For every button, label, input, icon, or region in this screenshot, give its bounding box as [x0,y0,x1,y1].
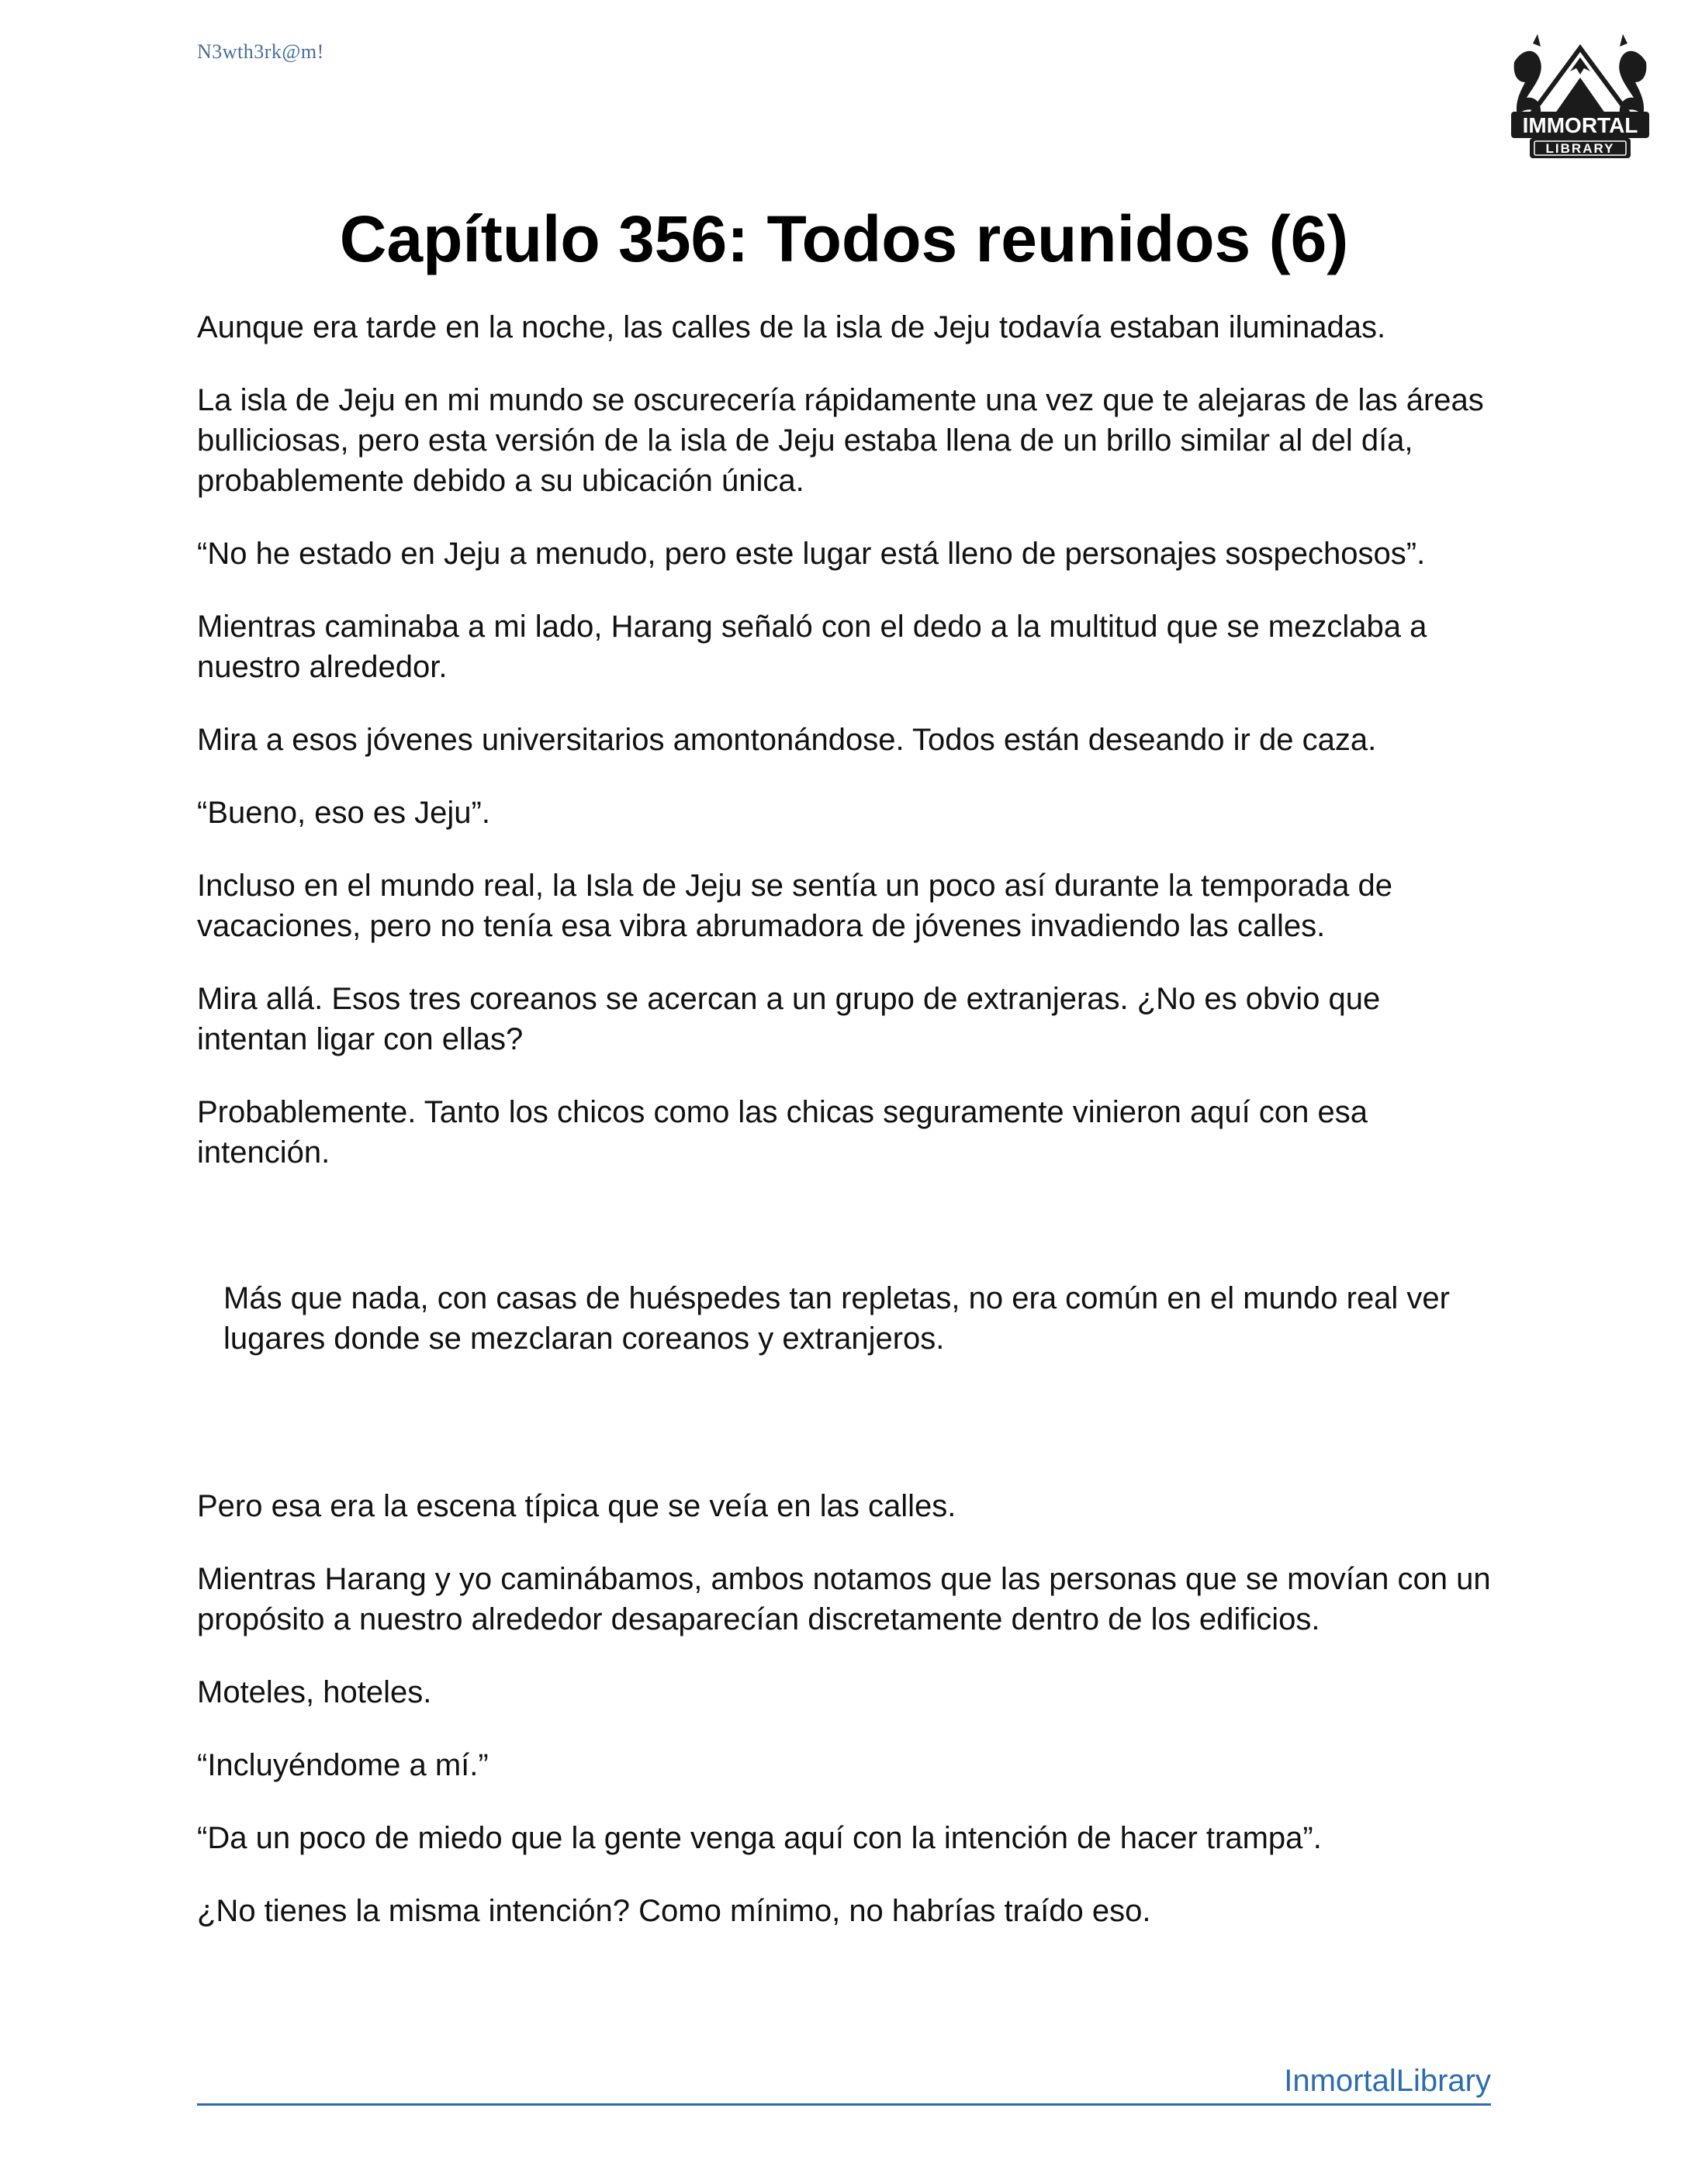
indented-paragraph: Más que nada, con casas de huéspedes tan repletas, no era común en el mundo real ver lugares donde se mezclaran coreanos y extranjeros. [223,1281,1450,1356]
section-gap [197,1391,1493,1486]
paragraph: Moteles, hoteles. [197,1675,432,1709]
footer-link[interactable]: InmortalLibrary [1284,2064,1491,2098]
logo-line1: IMMORTAL [1522,113,1638,137]
paragraph: “No he estado en Jeju a menudo, pero este lugar está lleno de personajes sospechosos”. [197,537,1426,571]
immortal-library-logo [1506,31,1654,163]
paragraph: “Da un poco de miedo que la gente venga aquí con la intención de hacer trampa”. [197,1821,1322,1855]
chapter-title: Capítulo 356: Todos reunidos (6) [339,202,1349,275]
paragraph: ¿No tienes la misma intención? Como mínimo, no habrías traído eso. [197,1894,1151,1928]
paragraph: “Incluyéndome a mí.” [197,1748,489,1782]
footer [197,2061,1491,2106]
paragraph: Aunque era tarde en la noche, las calles de la isla de Jeju todavía estaban iluminadas. [197,310,1386,344]
paragraph: Mientras Harang y yo caminábamos, ambos notamos que las personas que se movían con un propósito a nuestro alrededor desaparecían discretamente dentro de los edificios. [197,1562,1491,1636]
chapter-body [197,307,1493,1964]
paragraph: Mientras caminaba a mi lado, Harang señaló con el dedo a la multitud que se mezclaba a nuestro alrededor. [197,610,1427,684]
logo-line2: LIBRARY [1545,141,1615,156]
immortal-library-crest-icon [1506,31,1654,163]
paragraph: La isla de Jeju en mi mundo se oscurecería rápidamente una vez que te alejaras de las áreas bulliciosas, pero esta versión de la isla de Jeju estaba llena de un brillo similar al del día, probablemente debido a su ubicación única. [197,383,1484,498]
section-gap [197,1205,1493,1278]
paragraph: Pero esa era la escena típica que se veía en las calles. [197,1489,956,1523]
footer-rule [197,2103,1491,2106]
paragraph: Mira a esos jóvenes universitarios amontonándose. Todos están deseando ir de caza. [197,723,1377,757]
paragraph: Probablemente. Tanto los chicos como las chicas seguramente vinieron aquí con esa intención. [197,1095,1368,1170]
paragraph: Incluso en el mundo real, la Isla de Jeju se sentía un poco así durante la temporada de vacaciones, pero no tenía esa vibra abrumadora de jóvenes invadiendo las calles. [197,869,1392,943]
paragraph: “Bueno, eso es Jeju”. [197,796,490,830]
paragraph: Mira allá. Esos tres coreanos se acercan a un grupo de extranjeras. ¿No es obvio que intentan ligar con ellas? [197,982,1381,1056]
watermark-text: N3wth3rk@m! [197,40,324,63]
